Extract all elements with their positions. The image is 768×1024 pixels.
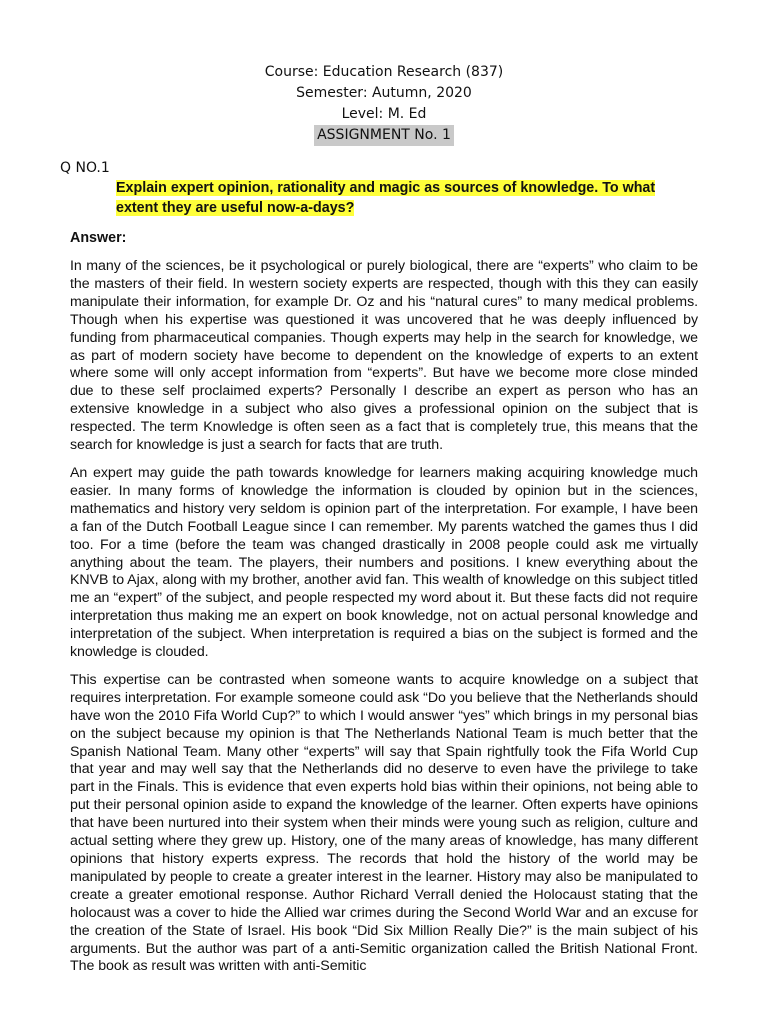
course-line: Course: Education Research (837) [264, 64, 504, 80]
document-header [70, 62, 698, 146]
question-text: Explain expert opinion, rationality and magic as sources of knowledge. To what extent they are useful now-a-days? [116, 180, 656, 216]
question-text-block [116, 178, 698, 218]
assignment-title: ASSIGNMENT No. 1 [314, 125, 454, 146]
answer-paragraph-2: An expert may guide the path towards knowledge for learners making acquiring knowledge much easier. In many forms of knowledge the information is clouded by opinion but in the sciences, mathematics and history very seldom is opinion part of the interpretation. For example, I have been a fan of the Dutch Football League since I can remember. My parents watched the games thus I did too. For a time (before the team was changed drastically in 2008 people could ask me virtually anything about the team. The players, their numbers and positions. I knew everything about the KNVB to Ajax, along with my brother, another avid fan. This wealth of knowledge on this subject titled me an “expert” of the subject, and people respected my word about it. But these facts did not require interpretation thus making me an expert on book knowledge, not on actual personal knowledge and interpretation of the subject. When interpretation is required a bias on the subject is formed and the knowledge is clouded. [70, 464, 698, 661]
answer-paragraph-3: This expertise can be contrasted when someone wants to acquire knowledge on a subject that requires interpretation. For example someone could ask “Do you believe that the Netherlands should have won the 2010 Fifa World Cup?” to which I would answer “yes” which brings in my personal bias on the subject because my opinion is that The Netherlands National Team is much better that the Spanish National Team. Many other “experts” will say that Spain rightfully took the Fifa World Cup that year and may well say that the Netherlands did no deserve to even have the privilege to take part in the Finals. This is evidence that even experts hold bias within their opinions, not being able to put their personal opinion aside to expand the knowledge of the learner. Often experts have opinions that have been nurtured into their system when their minds were young such as religion, culture and actual setting where they grew up. History, one of the many areas of knowledge, has many different opinions that history experts express. The records that hold the history of the world may be manipulated by people to create a greater interest in the learner. History may also be manipulated to create a greater emotional response. Author Richard Verrall denied the Holocaust stating that the holocaust was a cover to hide the Allied war crimes during the Second World War and an excuse for the creation of the State of Israel. His book “Did Six Million Really Die?” is the main subject of his arguments. But the author was part of a anti-Semitic organization called the British National Front. The book as result was written with anti-Semitic [70, 671, 698, 975]
question-number: Q NO.1 [60, 160, 110, 176]
semester-line: Semester: Autumn, 2020 [296, 85, 472, 101]
answer-label: Answer: [70, 230, 127, 246]
answer-paragraph-1: In many of the sciences, be it psychological or purely biological, there are “experts” who claim to be the masters of their field. In western society experts are respected, though with this they can easily manipulate their information, for example Dr. Oz and his “natural cures” to many medical problems. Though when his expertise was questioned it was uncovered that he was deeply influenced by funding from pharmaceutical companies. Though experts may help in the search for knowledge, we as part of modern society have become to dependent on the knowledge of experts to an extent where some will only accept information from “experts”. But have we become more close minded due to these self proclaimed experts? Personally I describe an expert as person who has an extensive knowledge in a subject who also gives a professional opinion on the subject that is respected. The term Knowledge is often seen as a fact that is completely true, this means that the search for knowledge is just a search for facts that are truth. [70, 258, 698, 454]
level-line: Level: M. Ed [341, 106, 427, 122]
